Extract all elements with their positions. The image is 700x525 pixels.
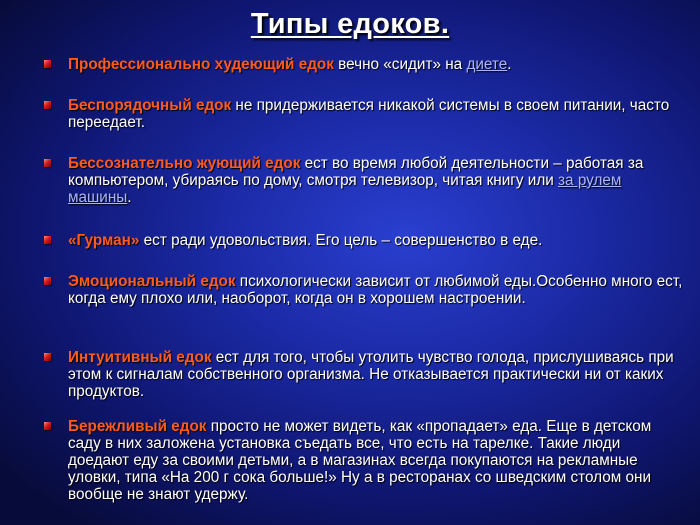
list-item-emotional-eater [44, 273, 684, 307]
list-item-intuitive-eater [44, 349, 684, 400]
item-term: Беспорядочный едок [68, 97, 232, 114]
item-description: не придерживается никакой системы в своем питании, часто переедает. [68, 97, 670, 131]
item-text [68, 232, 684, 249]
item-description: ест во время любой деятельности – работая за компьютером, убираясь по дому, смотря телевизор, читая книгу или [68, 155, 644, 189]
list-item-unconscious-eater [44, 155, 684, 206]
item-description: вечно «сидит» на [333, 56, 467, 73]
item-term: Бессознательно жующий едок [68, 155, 301, 172]
item-text [68, 56, 684, 73]
item-description: просто не может видеть, как «пропадает» еда. Еще в детском саду в них заложена установка съедать все, что есть на тарелке. Такие люди доедают еду за своими детьми, а в магазинах всегда покупаются на рекламные уловки, типа «На 200 г сока больше!» Ну а в ресторанах со шведским столом они вообще не знают удержу. [68, 418, 652, 503]
bullet-icon [44, 60, 51, 68]
driving-link[interactable]: за рулем машины [68, 172, 622, 206]
list-item-chaotic-eater [44, 97, 684, 131]
item-term: Профессионально худеющий едок [68, 56, 334, 73]
item-term: Бережливый едок [68, 418, 207, 435]
list-item-gourmet [44, 232, 684, 249]
bullet-icon [44, 353, 51, 361]
bullet-icon [44, 236, 51, 244]
item-description: ест ради удовольствия. Его цель – совершенство в еде. [139, 232, 543, 249]
item-punct: . [507, 56, 512, 73]
item-text [68, 349, 684, 400]
item-text [68, 418, 684, 503]
slide-title [0, 8, 700, 41]
item-punct: . [127, 189, 132, 206]
bullet-icon [44, 101, 51, 109]
item-description: ест для того, чтобы утолить чувство голода, прислушиваясь при этом к сигналам собственного организма. Не отказывается практически ни от каких продуктов. [68, 349, 674, 400]
diet-link[interactable]: диете [466, 56, 508, 73]
list-item-dieting-eater [44, 56, 684, 73]
item-text [68, 97, 684, 131]
item-term: Интуитивный едок [68, 349, 212, 366]
item-text [68, 155, 684, 206]
bullet-icon [44, 277, 51, 285]
slide-title-text: Типы едоков. [250, 8, 450, 40]
list-item-thrifty-eater [44, 418, 684, 503]
bullet-icon [44, 159, 51, 167]
item-text [68, 273, 684, 307]
item-term: Эмоциональный едок [68, 273, 236, 290]
bullet-icon [44, 422, 51, 430]
item-term: «Гурман» [68, 232, 140, 249]
item-description: психологически зависит от любимой еды.Особенно много ест, когда ему плохо или, наоборот, когда он в хорошем настроении. [68, 273, 683, 307]
